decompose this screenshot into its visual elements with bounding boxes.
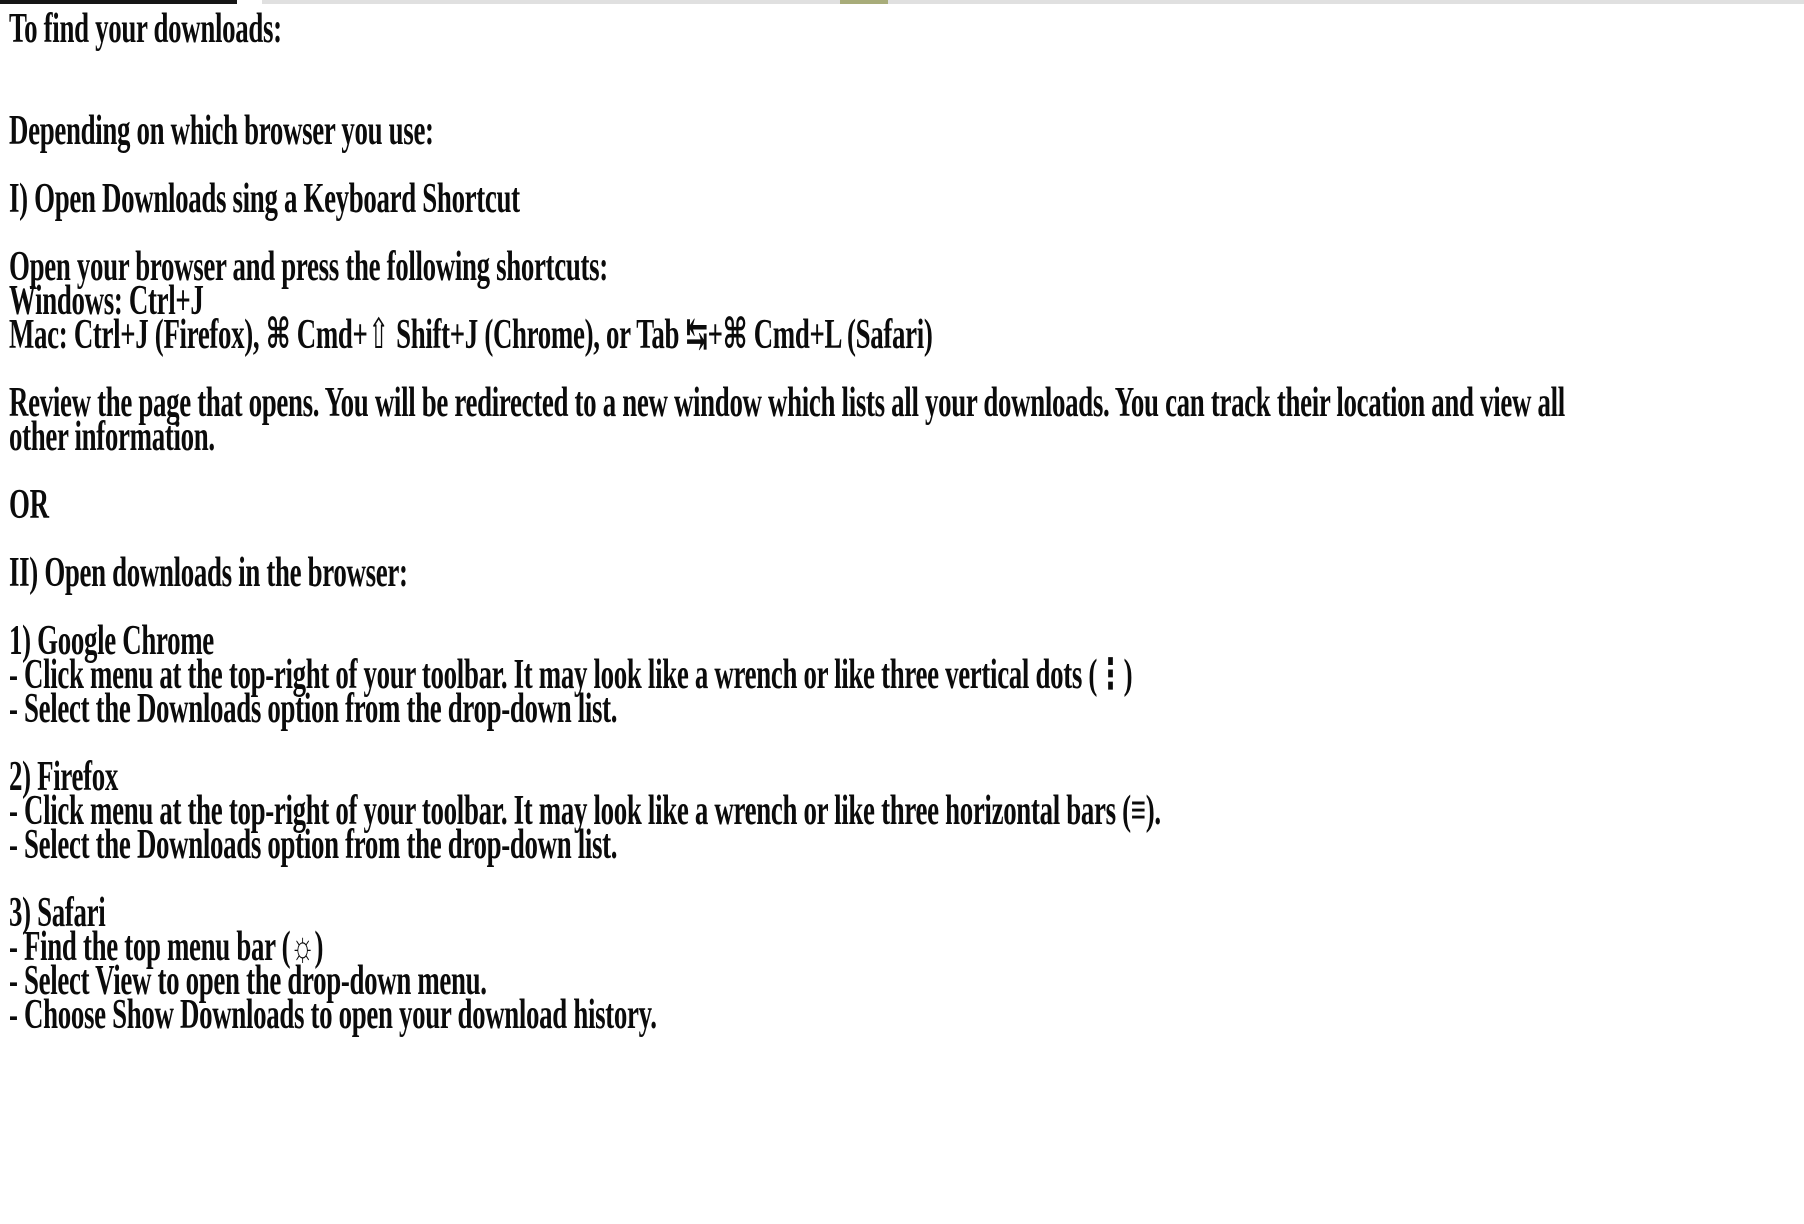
window-edge-dark-segment [0,0,237,4]
text-line: - Find the top menu bar (☼) [9,924,324,970]
text-line: - Select View to open the drop-down menu. [9,958,487,1004]
document-body [0,6,1804,1038]
text-line-or-separator: OR [9,482,49,528]
window-edge-olive-segment [840,0,888,4]
blank-line [9,46,1158,80]
text-line: Review the page that opens. You will be redirected to a new window which lists all your downloads. You can track their location and view all [9,380,1565,426]
text-line: - Select the Downloads option from the drop-down list. [9,686,618,732]
text-line: Open your browser and press the following shortcuts: [9,244,608,290]
blank-line [9,454,1158,488]
window-edge-gap [237,0,262,4]
subheading-firefox: 2) Firefox [9,754,119,800]
subheading-safari: 3) Safari [9,890,106,936]
text-line-windows-shortcut: Windows: Ctrl+J [9,278,204,324]
text-line: - Click menu at the top-right of your toolbar. It may look like a wrench or like three vertical dots (⋮) [9,652,1133,698]
section-heading-open-in-browser: II) Open downloads in the browser: [9,550,408,596]
subheading-google-chrome: 1) Google Chrome [9,618,214,664]
window-edge-bar [0,0,1804,4]
section-heading-keyboard-shortcut: I) Open Downloads sing a Keyboard Shortcut [9,176,520,222]
text-line: - Click menu at the top-right of your toolbar. It may look like a wrench or like three horizontal bars (≡). [9,788,1161,834]
text-line: - Select the Downloads option from the drop-down list. [9,822,618,868]
text-line-mac-shortcut: Mac: Ctrl+J (Firefox), ⌘ Cmd+⇧ Shift+J (Chrome), or Tab ↹+⌘ Cmd+L (Safari) [9,312,933,358]
window-edge-gray-segment [262,0,840,4]
blank-line [9,726,1158,760]
text-line: Depending on which browser you use: [9,108,434,154]
doc-title: To find your downloads: [9,6,282,52]
blank-line [9,862,1158,896]
text-line: other information. [9,414,215,460]
text-line: - Choose Show Downloads to open your download history. [9,992,657,1038]
window-edge-gray-segment [888,0,1804,4]
